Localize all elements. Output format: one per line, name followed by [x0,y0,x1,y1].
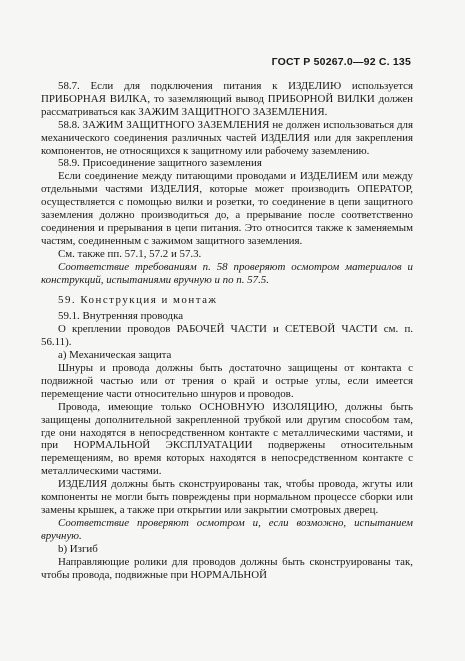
see-also-note: См. также пп. 57.1, 57.2 и 57.3. [58,247,202,260]
document-body [41,80,413,581]
subclause-b-title: b) Изгиб [58,542,98,555]
compliance-note-58: Соответствие требованиям п. 58 проверяют осмотром материалов и конструкций, испытаниями вручную и по п. 57.5. [41,260,413,286]
clause-58-9-title: 58.9. Присоединение защитного заземления [58,157,262,170]
clause-59-1-text: О креплении проводов РАБОЧЕЙ ЧАСТИ и СЕТЕВОЙ ЧАСТИ см. п. 56.11). [41,323,413,349]
clause-59-1-title: 59.1. Внутренняя проводка [58,310,184,323]
subclause-a-text-3: ИЗДЕЛИЯ должны быть сконструированы так, чтобы провода, жгуты или компоненты не могли быть повреждены при нормальном процессе сборки или замены крышек, а также при открытии или закрытии смотровых дверец. [41,478,413,516]
subclause-a-text-2: Провода, имеющие только ОСНОВНУЮ ИЗОЛЯЦИЮ, должны быть защищены дополнительной закрепленной трубкой или другим способом там, где они находятся в непосредственном контакте с металлическими частями, и при НОРМАЛЬНОЙ ЭКСПЛУАТАЦИИ подвержены относительным перемещениям, во время которых находятся в непосредственном контакте с металлическими частями. [41,400,413,478]
subclause-a-title: а) Механическая защита [58,349,172,362]
subclause-b-text: Направляющие ролики для проводов должны быть сконструированы так, чтобы провода, подвижные при НОРМАЛЬНОЙ [41,555,413,581]
clause-58-9-text: Если соединение между питающими проводами и ИЗДЕЛИЕМ или между отдельными частями ИЗДЕЛИЯ, которые может производить ОПЕРАТОР, осуществляется с помощью вилки и розетки, то соединение в цепи защитного заземления должно производиться до, а прерывание после соответственно соединения и прерывания в цепи питания. Это относится также к заменяемым частям, соединенным с зажимом защитного заземления. [41,170,413,247]
section-59-heading: 59. Конструкция и монтаж [58,293,218,306]
compliance-note-a: Соответствие проверяют осмотром и, если возможно, испытанием вручную. [41,516,413,542]
clause-58-7: 58.7. Если для подключения питания к ИЗДЕЛИЮ используется ПРИБОРНАЯ ВИЛКА, то заземляющий вывод ПРИБОРНОЙ ВИЛКИ должен рассматриваться как ЗАЖИМ ЗАЩИТНОГО ЗАЗЕМЛЕНИЯ. [41,80,413,118]
clause-58-8: 58.8. ЗАЖИМ ЗАЩИТНОГО ЗАЗЕМЛЕНИЯ не должен использоваться для механического соединения различных частей ИЗДЕЛИЯ или для закрепления компонентов, не относящихся к защитному или рабочему заземлению. [41,118,413,157]
page-header: ГОСТ Р 50267.0—92 С. 135 [271,56,411,68]
subclause-a-text-1: Шнуры и провода должны быть достаточно защищены от контакта с подвижной частью или от трения о край и острые углы, если имеется перемещение части относительно шнуров и проводов. [41,362,413,400]
